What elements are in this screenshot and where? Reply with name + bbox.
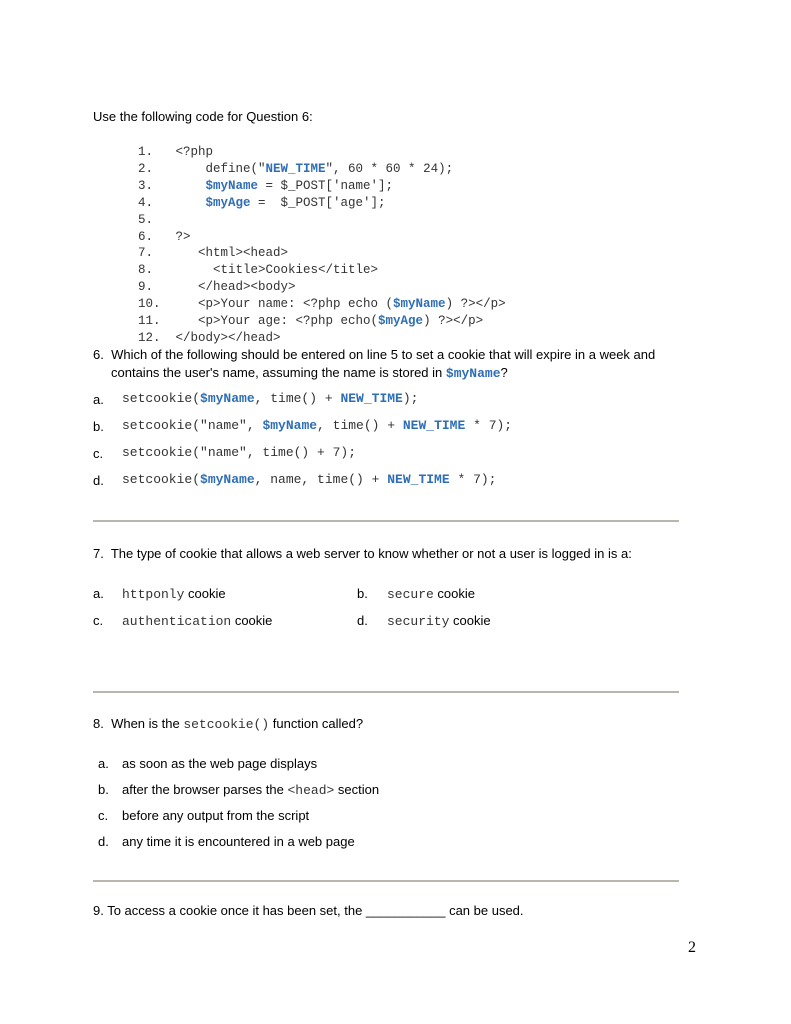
line-number: 3. <box>138 178 154 193</box>
code-keyword: $myName <box>393 297 446 312</box>
line-number: 7. <box>138 246 154 261</box>
text-segment: before any output from the script <box>122 808 310 823</box>
code-line <box>138 195 506 212</box>
text-segment: = $_POST['age']; <box>250 195 386 210</box>
q6-option-c <box>122 445 356 460</box>
q7-option-letter: a. <box>93 586 104 601</box>
cookie-type-code: security <box>387 614 450 629</box>
q7-option-letter: d. <box>357 613 368 628</box>
cookie-type-code: secure <box>387 587 434 602</box>
text-segment: , time() + <box>317 418 403 433</box>
section-divider <box>93 520 679 522</box>
cookie-word: cookie <box>231 613 273 628</box>
text-segment: * 7); <box>449 472 497 487</box>
text-segment: section <box>334 782 380 797</box>
line-number: 2. <box>138 161 154 176</box>
q8-function-name: setcookie() <box>183 717 270 732</box>
line-number: 8. <box>138 263 154 278</box>
line-number: 6. <box>138 229 154 244</box>
text-segment: any time it is encountered in a web page <box>122 834 355 849</box>
code-keyword: $myName <box>205 178 259 193</box>
text-segment: <p>Your name: <?php echo ( <box>168 297 394 312</box>
text-segment: <p>Your age: <?php echo( <box>168 314 379 329</box>
q7-option-c <box>122 612 272 630</box>
code-keyword: NEW_TIME <box>402 418 466 433</box>
q7-option-a <box>122 585 226 603</box>
q6-variable: $myName <box>445 366 501 381</box>
text-segment <box>168 179 206 193</box>
q8-option-a <box>122 756 317 771</box>
q6-option-letter: b. <box>93 419 104 434</box>
code-keyword: $myAge <box>378 314 424 329</box>
code-keyword: NEW_TIME <box>265 161 326 176</box>
text-segment: , time() + <box>254 391 341 406</box>
code-line <box>138 330 506 347</box>
text-segment: ?> <box>168 229 191 244</box>
text-segment: setcookie("name", <box>122 418 263 433</box>
code-keyword: NEW_TIME <box>340 391 403 406</box>
q8-option-letter: b. <box>98 782 109 797</box>
line-number: 10. <box>138 297 161 312</box>
code-line <box>138 279 506 296</box>
code-line <box>138 229 506 246</box>
text-segment: </body></head> <box>168 330 281 345</box>
q7-option-b <box>387 585 475 603</box>
text-segment: <html><head> <box>168 246 289 261</box>
section-divider <box>93 880 679 882</box>
q8-option-c <box>122 808 309 823</box>
q8-option-b <box>122 782 379 798</box>
page-number: 2 <box>688 939 696 956</box>
text-segment: define(" <box>168 161 266 176</box>
code-line <box>138 313 506 330</box>
q6-prompt-line2: contains the user's name, assuming the name is stored in $myName? <box>111 365 508 381</box>
code-keyword: $myName <box>200 472 255 487</box>
intro-text: Use the following code for Question 6: <box>93 109 313 124</box>
q6-option-letter: a. <box>93 392 104 407</box>
q7-option-d <box>387 612 491 630</box>
text-segment: ) ?></p> <box>423 314 484 329</box>
text-segment: , name, time() + <box>254 472 388 487</box>
code-line <box>138 144 506 161</box>
text-segment: as soon as the web page displays <box>122 756 318 771</box>
text-segment: setcookie( <box>122 391 201 406</box>
q8-option-d <box>122 834 355 849</box>
text-segment: setcookie( <box>122 472 201 487</box>
cookie-word: cookie <box>184 586 226 601</box>
text-segment: = $_POST['name']; <box>258 178 394 193</box>
code-line <box>138 296 506 313</box>
q7-option-letter: b. <box>357 586 368 601</box>
text-segment: </head><body> <box>168 280 296 295</box>
code-block <box>138 144 506 347</box>
q7-option-letter: c. <box>93 613 104 628</box>
text-segment: * 7); <box>465 418 513 433</box>
code-line <box>138 262 506 279</box>
line-number: 9. <box>138 280 154 295</box>
code-keyword: NEW_TIME <box>387 472 450 487</box>
code-line <box>138 178 506 195</box>
cookie-type-code: authentication <box>122 614 232 629</box>
q8-option-letter: c. <box>98 808 109 823</box>
section-divider <box>93 691 679 693</box>
code-keyword: $myName <box>262 418 318 433</box>
text-segment: <title>Cookies</title> <box>168 263 379 278</box>
q6-option-a <box>122 391 418 406</box>
q8-prompt: 8. When is the setcookie() function called? <box>93 716 364 732</box>
code-keyword: $myAge <box>205 195 251 210</box>
code-line <box>138 245 506 262</box>
text-segment: after the browser parses the <box>122 782 288 797</box>
q8-option-letter: d. <box>98 834 109 849</box>
cookie-type-code: httponly <box>122 587 185 602</box>
text-segment: ", 60 * 60 * 24); <box>325 161 454 176</box>
line-number: 12. <box>138 330 161 345</box>
text-segment: ); <box>402 391 419 406</box>
code-keyword: $myName <box>200 391 255 406</box>
line-number: 11. <box>138 314 161 329</box>
q6-prompt-line1: 6. Which of the following should be entered on line 5 to set a cookie that will expire in a week and <box>93 347 656 362</box>
cookie-word: cookie <box>449 613 491 628</box>
q6-option-letter: d. <box>93 473 104 488</box>
q7-prompt: 7. The type of cookie that allows a web server to know whether or not a user is logged in is a: <box>93 546 632 561</box>
line-number: 5. <box>138 212 154 227</box>
code-line <box>138 161 506 178</box>
q6-option-letter: c. <box>93 446 104 461</box>
q8-option-letter: a. <box>98 756 109 771</box>
q6-option-b <box>122 418 512 433</box>
inline-code: <head> <box>287 783 335 798</box>
text-segment <box>168 196 206 210</box>
text-segment: ) ?></p> <box>445 297 506 312</box>
q6-option-d <box>122 472 496 487</box>
cookie-word: cookie <box>433 586 476 601</box>
line-number: 4. <box>138 195 154 210</box>
line-number: 1. <box>138 145 154 159</box>
text-segment: setcookie("name", time() + 7); <box>122 445 357 460</box>
text-segment: <?php <box>168 145 214 159</box>
q9-prompt: 9. To access a cookie once it has been set, the ___________ can be used. <box>93 903 524 918</box>
code-line <box>138 212 506 229</box>
